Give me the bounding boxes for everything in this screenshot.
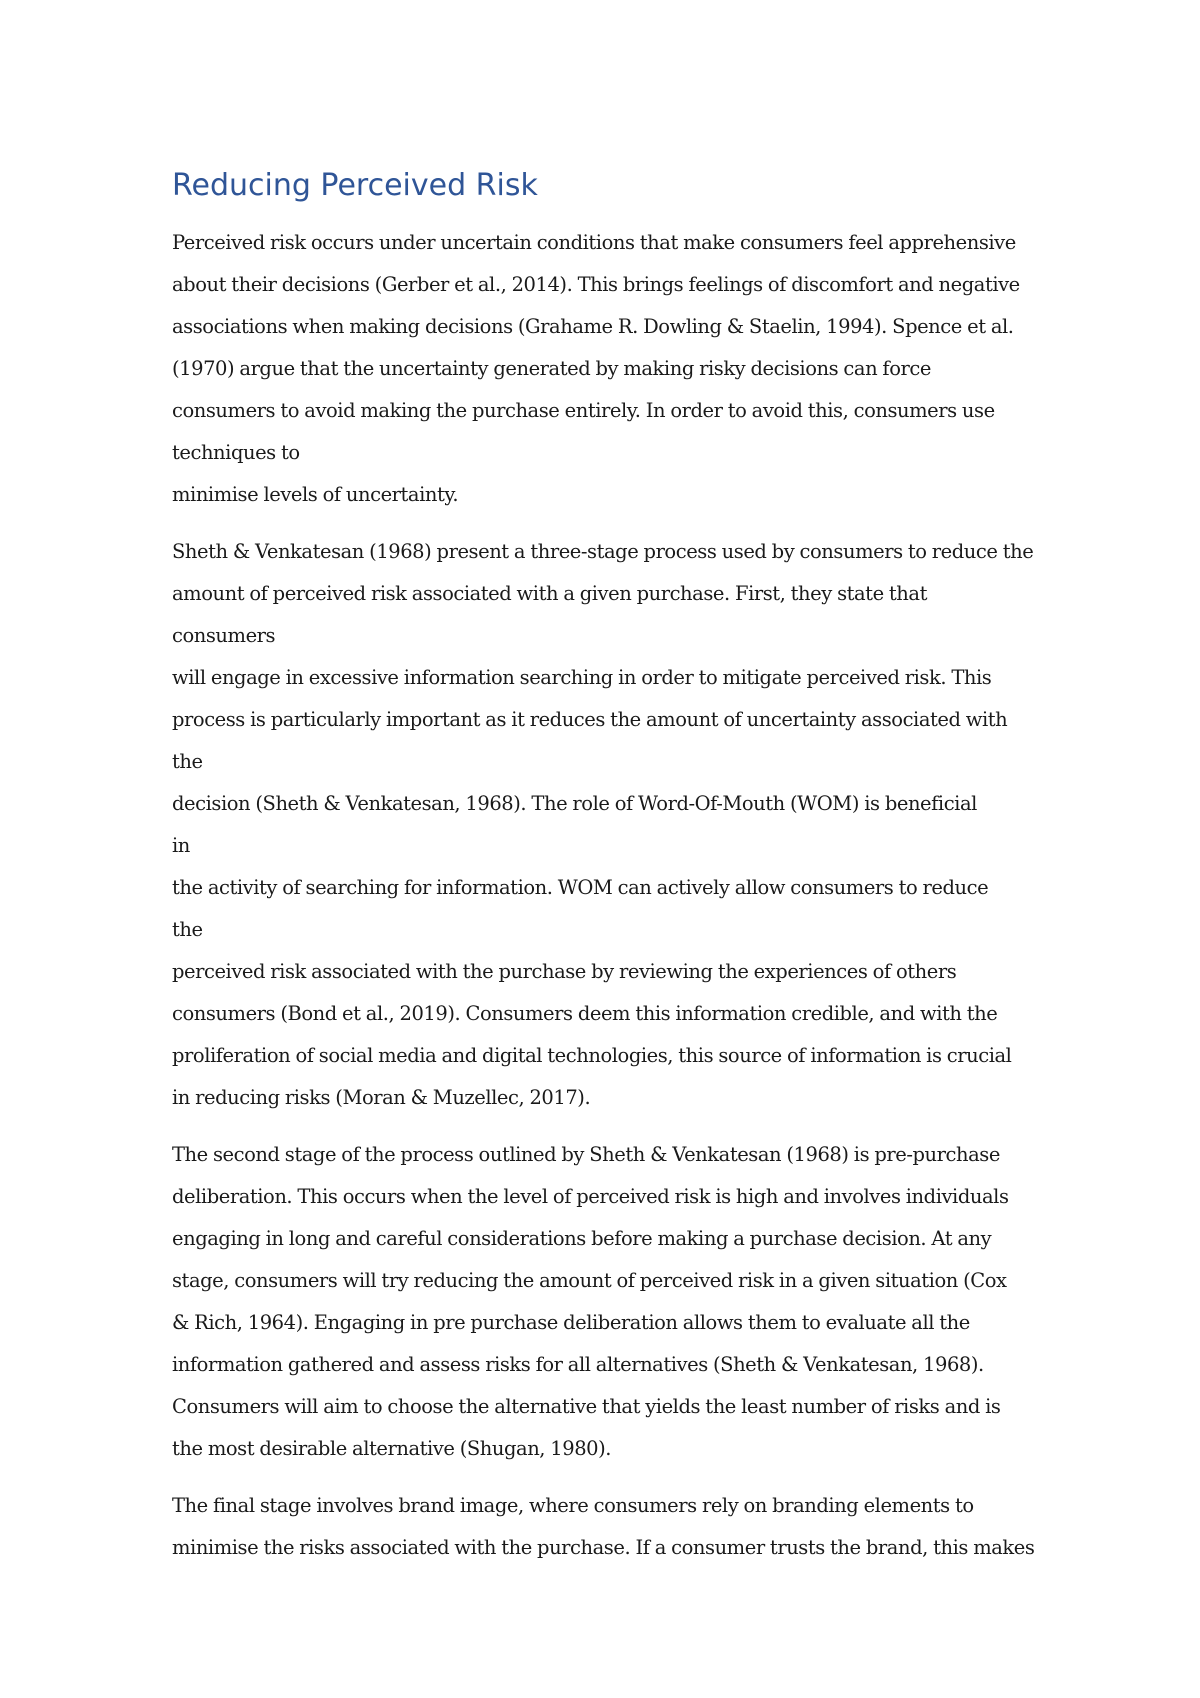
section-heading: Reducing Perceived Risk [172, 168, 538, 203]
text-line: the [172, 918, 203, 941]
text-line: in [172, 834, 190, 857]
paragraph-perceived-risk [172, 222, 1052, 516]
text-line: stage, consumers will try reducing the amount of perceived risk in a given situation (Cox [172, 1269, 1007, 1292]
text-line: the activity of searching for information. WOM can actively allow consumers to reduce [172, 876, 989, 899]
text-line: process is particularly important as it reduces the amount of uncertainty associated with [172, 708, 1008, 731]
text-line: decision (Sheth & Venkatesan, 1968). The role of Word-Of-Mouth (WOM) is beneficial [172, 792, 977, 815]
text-line: consumers to avoid making the purchase entirely. In order to avoid this, consumers use [172, 399, 995, 422]
paragraph-three-stage-process [172, 531, 1052, 1119]
text-line: about their decisions (Gerber et al., 2014). This brings feelings of discomfort and negative [172, 273, 1020, 296]
body-text [172, 222, 1052, 1584]
text-line: the [172, 750, 203, 773]
text-line: Sheth & Venkatesan (1968) present a three-stage process used by consumers to reduce the [172, 540, 1034, 563]
text-line: amount of perceived risk associated with a given purchase. First, they state that [172, 582, 927, 605]
text-line: minimise the risks associated with the purchase. If a consumer trusts the brand, this makes [172, 1536, 1035, 1559]
paragraph-brand-image [172, 1485, 1052, 1569]
text-line: The second stage of the process outlined by Sheth & Venkatesan (1968) is pre-purchase [172, 1143, 1000, 1166]
text-line: minimise levels of uncertainty. [172, 483, 459, 506]
text-line: the most desirable alternative (Shugan, 1980). [172, 1437, 612, 1460]
paragraph-pre-purchase-deliberation [172, 1134, 1052, 1470]
text-line: will engage in excessive information searching in order to mitigate perceived risk. This [172, 666, 992, 689]
text-line: in reducing risks (Moran & Muzellec, 2017). [172, 1086, 591, 1109]
text-line: associations when making decisions (Grahame R. Dowling & Staelin, 1994). Spence et al. [172, 315, 1014, 338]
text-line: engaging in long and careful considerations before making a purchase decision. At any [172, 1227, 992, 1250]
text-line: information gathered and assess risks for all alternatives (Sheth & Venkatesan, 1968). [172, 1353, 984, 1376]
text-line: proliferation of social media and digital technologies, this source of information is crucial [172, 1044, 1012, 1067]
text-line: Consumers will aim to choose the alternative that yields the least number of risks and is [172, 1395, 1001, 1418]
text-line: Perceived risk occurs under uncertain conditions that make consumers feel apprehensive [172, 231, 1016, 254]
text-line: The final stage involves brand image, where consumers rely on branding elements to [172, 1494, 974, 1517]
text-line: consumers [172, 624, 276, 647]
text-line: perceived risk associated with the purchase by reviewing the experiences of others [172, 960, 957, 983]
text-line: (1970) argue that the uncertainty generated by making risky decisions can force [172, 357, 931, 380]
text-line: consumers (Bond et al., 2019). Consumers deem this information credible, and with the [172, 1002, 998, 1025]
text-line: deliberation. This occurs when the level of perceived risk is high and involves individuals [172, 1185, 1009, 1208]
text-line: & Rich, 1964). Engaging in pre purchase deliberation allows them to evaluate all the [172, 1311, 970, 1334]
text-line: techniques to [172, 441, 300, 464]
